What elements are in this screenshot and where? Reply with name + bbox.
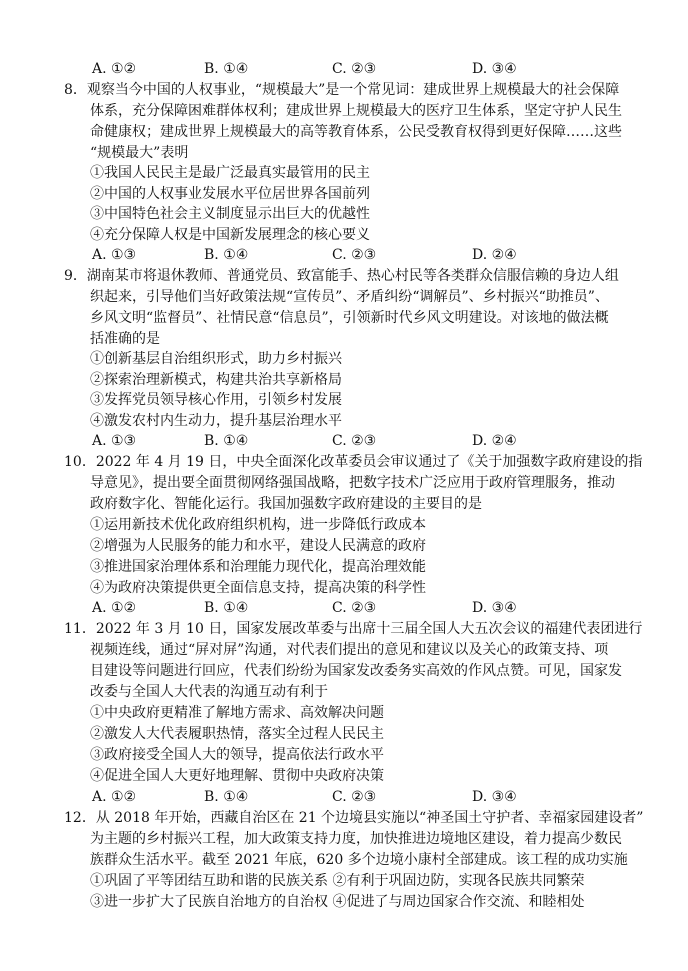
q11-stem-line-3: 目建设等问题进行回应，代表们纷纷为国家发改委务实高效的作风点赞。可见，国家发: [90, 663, 622, 679]
q12-item-row-2: ③进一步扩大了民族自治地方的自治权 ④促进了与周边国家合作交流、和睦相处: [90, 894, 585, 910]
q8-item-2: ②中国的人权事业发展水平位居世界各国前列: [90, 186, 370, 202]
q12-item-row-1: ①巩固了平等团结互助和谐的民族关系 ②有利于巩固边防，实现各民族共同繁荣: [90, 873, 585, 889]
q9-option-a: A. ①③: [92, 433, 137, 449]
q11-item-4: ④促进全国人大更好地理解、贯彻中央政府决策: [90, 768, 384, 784]
q9-options: [92, 431, 652, 451]
q11-stem-line-1: 11．2022 年 3 月 10 日，国家发展改革委与出席十三届全国人大五次会议的福建代表团进行: [64, 621, 643, 637]
q12-stem-line-2: 为主题的乡村振兴工程，加大政策支持力度，加快推进边境地区建设，着力提高少数民: [90, 831, 622, 847]
q10-item-2: ②增强为人民服务的能力和水平，建设人民满意的政府: [90, 538, 426, 554]
q8-stem-line-1: 8．观察当今中国的人权事业，“规模最大”是一个常见词：建成世界上规模最大的社会保障: [64, 82, 620, 98]
q8-option-c: C. ②③: [332, 247, 377, 263]
q8-option-d: D. ②④: [472, 247, 517, 263]
q7-option-c: C. ②③: [332, 61, 377, 77]
q10-item-1: ①运用新技术优化政府组织机构，进一步降低行政成本: [90, 517, 426, 533]
q10-option-a: A. ①②: [92, 600, 137, 616]
q8-item-4: ④充分保障人权是中国新发展理念的核心要义: [90, 227, 370, 243]
q10-option-b: B. ①④: [204, 600, 249, 616]
q8-item-1: ①我国人民民主是最广泛最真实最管用的民主: [90, 165, 370, 181]
q11-option-c: C. ②③: [332, 789, 377, 805]
q11-stem-line-2: 视频连线，通过“屏对屏”沟通，对代表们提出的意见和建议以及关心的政策支持、项: [90, 642, 609, 658]
q11-item-3: ③政府接受全国人大的领导，提高依法行政水平: [90, 747, 384, 763]
q10-options: [92, 598, 652, 618]
q8-option-b: B. ①④: [204, 247, 249, 263]
q8-options: [92, 245, 652, 265]
q11-stem-line-4: 改委与全国人大代表的沟通互动有利于: [90, 684, 328, 700]
q11-options: [92, 787, 652, 807]
q9-item-4: ④激发农村内生动力，提升基层治理水平: [90, 413, 342, 429]
q10-option-d: D. ③④: [472, 600, 517, 616]
q9-option-d: D. ②④: [472, 433, 517, 449]
q10-stem-line-3: 政府数字化、智能化运行。我国加强数字政府建设的主要目的是: [90, 496, 482, 512]
q10-item-3: ③推进国家治理体系和治理能力现代化，提高治理效能: [90, 559, 426, 575]
q9-item-1: ①创新基层自治组织形式，助力乡村振兴: [90, 351, 342, 367]
q8-stem-line-4: “规模最大”表明: [90, 145, 189, 161]
q10-item-4: ④为政府决策提供更全面信息支持，提高决策的科学性: [90, 580, 426, 596]
q11-option-d: D. ③④: [472, 789, 517, 805]
q11-item-2: ②激发人大代表履职热情，落实全过程人民民主: [90, 726, 384, 742]
q11-option-a: A. ①②: [92, 789, 137, 805]
q8-stem-line-2: 体系，充分保障困难群体权利；建成世界上规模最大的医疗卫生体系，坚定守护人民生: [90, 103, 622, 119]
q9-option-c: C. ②③: [332, 433, 377, 449]
q11-option-b: B. ①④: [204, 789, 249, 805]
q9-stem-line-4: 括准确的是: [90, 331, 160, 347]
q7-option-d: D. ③④: [472, 61, 517, 77]
q12-stem-line-3: 族群众生活水平。截至 2021 年底，620 多个边境小康村全部建成。该工程的成功实施: [90, 852, 628, 868]
q9-option-b: B. ①④: [204, 433, 249, 449]
q7-option-a: A. ①②: [92, 61, 137, 77]
q9-item-2: ②探索治理新模式，构建共治共享新格局: [90, 372, 342, 388]
q9-stem-line-3: 乡风文明“监督员”、社情民意“信息员”，引领新时代乡风文明建设。对该地的做法概: [90, 310, 609, 326]
q12-stem-line-1: 12．从 2018 年开始，西藏自治区在 21 个边境县实施以“神圣国土守护者、幸福家园建设者”: [64, 810, 644, 826]
q8-stem-line-3: 命健康权；建成世界上规模最大的高等教育体系，公民受教育权得到更好保障……这些: [90, 124, 622, 140]
q10-option-c: C. ②③: [332, 600, 377, 616]
q7-option-b: B. ①④: [204, 61, 249, 77]
q8-option-a: A. ①③: [92, 247, 137, 263]
q9-stem-line-1: 9．湖南某市将退休教师、普通党员、致富能手、热心村民等各类群众信服信赖的身边人组: [64, 268, 619, 284]
q7-options: [92, 59, 652, 79]
q8-item-3: ③中国特色社会主义制度显示出巨大的优越性: [90, 206, 370, 222]
q10-stem-line-1: 10．2022 年 4 月 19 日，中央全面深化改革委员会审议通过了《关于加强数字政府建设的指: [64, 454, 643, 470]
q10-stem-line-2: 导意见》，提出要全面贯彻网络强国战略，把数字技术广泛应用于政府管理服务，推动: [90, 475, 615, 491]
q11-item-1: ①中央政府更精准了解地方需求、高效解决问题: [90, 705, 384, 721]
q9-stem-line-2: 织起来，引导他们当好政策法规“宣传员”、矛盾纠纷“调解员”、乡村振兴“助推员”、: [90, 289, 609, 305]
q9-item-3: ③发挥党员领导核心作用，引领乡村发展: [90, 392, 342, 408]
